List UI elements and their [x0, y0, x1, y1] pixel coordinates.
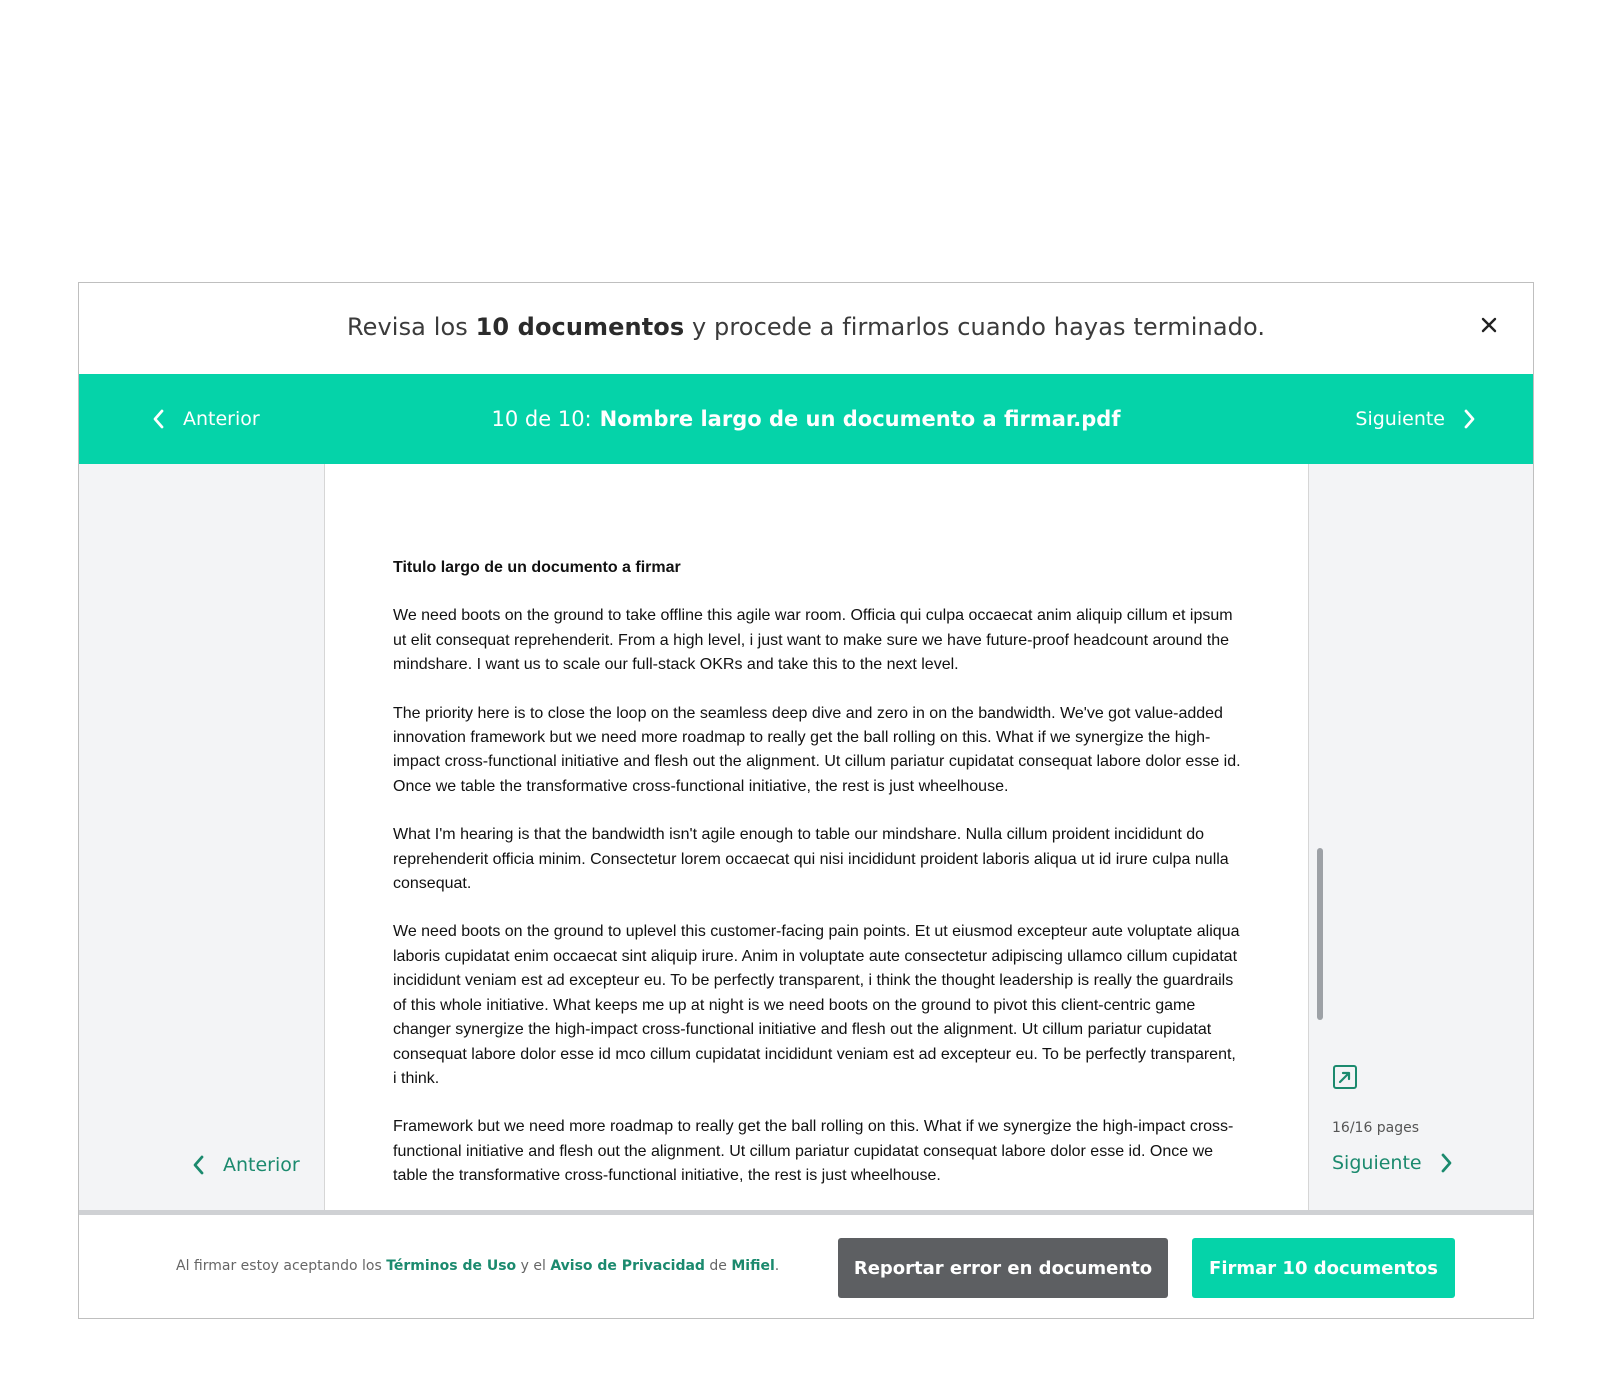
- document-viewer: [79, 464, 1533, 1210]
- terms-notice: [176, 1258, 779, 1274]
- open-external-button[interactable]: [1332, 1064, 1358, 1090]
- brand-link[interactable]: Mifiel: [731, 1258, 775, 1274]
- title-prefix: Revisa los: [346, 313, 468, 341]
- document-paragraph: What I'm hearing is that the bandwidth isn't agile enough to table our mindshare. Nulla cillum proident incididunt do reprehenderit officia minim. Consectetur lorem occaecat qui nisi incididunt proident laboris aliqua ut id irure culpa nulla consequat.: [393, 826, 1229, 893]
- navbar-next-button[interactable]: [1355, 374, 1477, 464]
- modal-title: [79, 313, 1533, 341]
- page-count: 16/16 pages: [1332, 1120, 1420, 1136]
- document-title: Titulo largo de un documento a firmar: [393, 559, 681, 576]
- side-next-label: Siguiente: [1332, 1152, 1422, 1174]
- chevron-left-icon: [191, 1154, 207, 1176]
- terms-of-use-link[interactable]: Términos de Uso: [386, 1258, 517, 1274]
- title-document-count: 10 documentos: [475, 313, 685, 341]
- privacy-notice-link[interactable]: Aviso de Privacidad: [550, 1258, 705, 1274]
- close-button[interactable]: [1475, 311, 1503, 339]
- navbar-prev-label: Anterior: [183, 408, 260, 430]
- close-icon: [1475, 311, 1503, 339]
- document-index: 10 de 10:: [491, 407, 592, 431]
- terms-middle: y el: [520, 1258, 546, 1274]
- page-scrollbar[interactable]: [1317, 848, 1323, 1020]
- side-next-button[interactable]: [1332, 1152, 1454, 1174]
- side-prev-button[interactable]: [191, 1154, 300, 1176]
- modal-header: [79, 283, 1533, 374]
- terms-de: de: [709, 1258, 727, 1274]
- external-open-icon: [1332, 1064, 1358, 1090]
- chevron-right-icon: [1438, 1152, 1454, 1174]
- document-paragraph: Framework but we need more roadmap to really get the ball rolling on this. What if we synergize the high-impact cross-functional initiative and flesh out the alignment. Ut cillum pariatur cupidatat consequat labore dolor esse id. Once we table the transformative cross-functional initiative, the rest is just wheelhouse.: [393, 1118, 1234, 1185]
- chevron-right-icon: [1461, 408, 1477, 430]
- report-error-button[interactable]: Reportar error en documento: [838, 1238, 1168, 1298]
- document-paragraph: The priority here is to close the loop on the seamless deep dive and zero in on the bandwidth. We've got value-added innovation framework but we need more roadmap to really get the ball rolling on this. What if we synergize the high-impact cross-functional initiative and flesh out the alignment. Ut cillum pariatur cupidatat consequat labore dolor esse id. Once we table the transformative cross-functional initiative, the rest is just wheelhouse.: [393, 704, 1241, 795]
- side-prev-label: Anterior: [223, 1154, 300, 1176]
- sign-documents-button[interactable]: Firmar 10 documentos: [1192, 1238, 1455, 1298]
- document-content: [393, 556, 1243, 1210]
- terms-end: .: [774, 1258, 780, 1274]
- document-page[interactable]: [324, 464, 1309, 1210]
- review-modal: [78, 282, 1534, 1319]
- document-counter: [79, 374, 1533, 464]
- terms-prefix: Al firmar estoy aceptando los: [176, 1258, 382, 1274]
- document-navbar: [79, 374, 1533, 464]
- navbar-next-label: Siguiente: [1355, 408, 1445, 430]
- title-suffix: y procede a firmarlos cuando hayas terminado.: [692, 313, 1266, 341]
- document-paragraph: We need boots on the ground to uplevel this customer-facing pain points. Et ut eiusmod excepteur aute voluptate aliqua laboris cupidatat enim occaecat sint aliquip irure. Anim in voluptate aute consectetur adipiscing ullamco cillum cupidatat incididunt veniam est ad excepteur eu. To be perfectly transparent, i think the thought leadership is really the guardrails of this whole initiative. What keeps me up at night is we need boots on the ground to pivot this client-centric game changer synergize the high-impact cross-functional initiative and flesh out the alignment. Ut cillum pariatur cupidatat consequat labore dolor esse id mco cillum cupidatat incididunt veniam est ad excepteur eu. To be perfectly transparent, i think.: [393, 923, 1240, 1087]
- document-name: Nombre largo de un documento a firmar.pdf: [599, 407, 1121, 431]
- modal-footer: [79, 1215, 1533, 1319]
- document-paragraph: We need boots on the ground to take offline this agile war room. Officia qui culpa occaecat anim aliquip cillum et ipsum ut elit consequat reprehenderit. From a high level, i just want to make sure we have future-proof headcount around the mindshare. I want us to scale our full-stack OKRs and take this to the next level.: [393, 607, 1233, 674]
